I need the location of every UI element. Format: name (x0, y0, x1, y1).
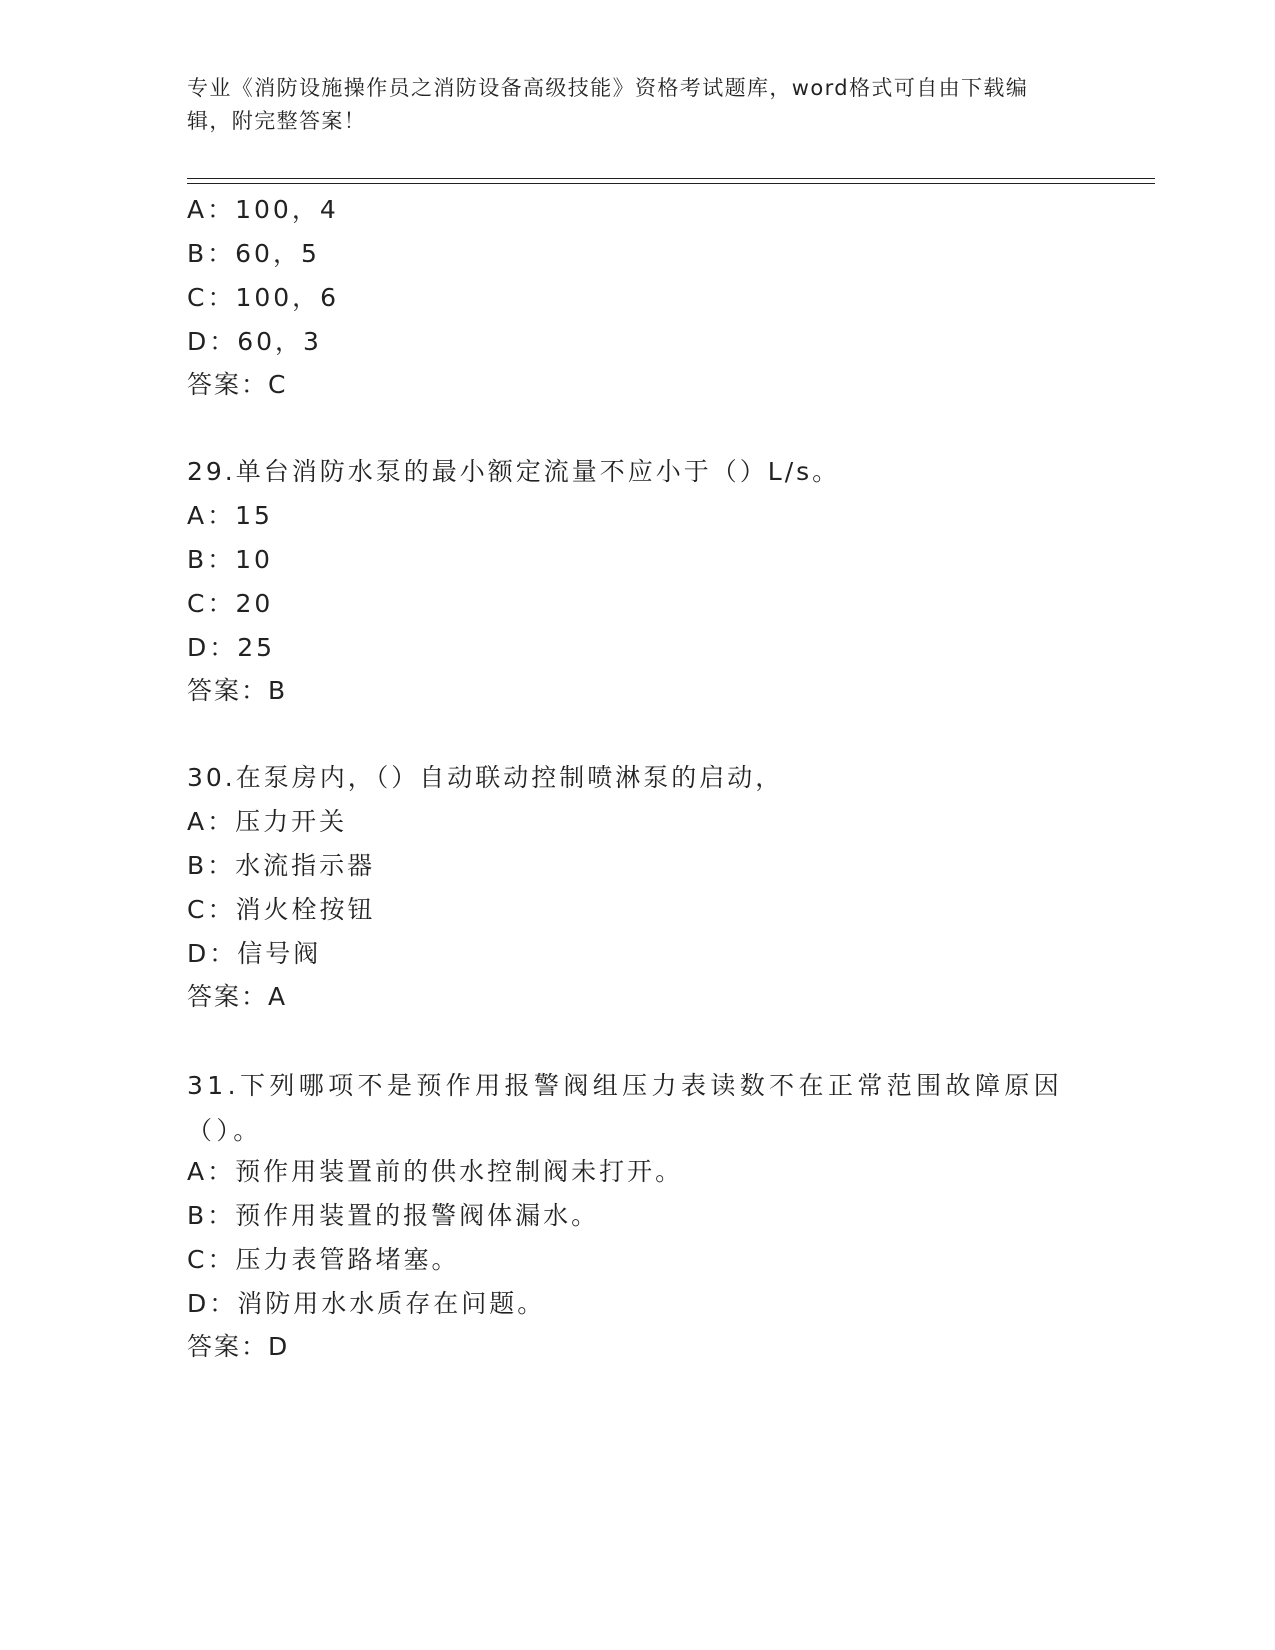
q29-option-d: D：25 (187, 633, 276, 662)
q29-option-a: A：15 (187, 501, 273, 530)
q30-option-c: C：消火栓按钮 (187, 895, 376, 924)
q31-option-b: B：预作用装置的报警阀体漏水。 (187, 1201, 600, 1230)
q30-answer: 答案：A (187, 982, 288, 1011)
q30-option-d: D：信号阀 (187, 939, 322, 968)
q30-option-a: A：压力开关 (187, 807, 348, 836)
header-divider-bottom (187, 183, 1155, 184)
q31-option-d: D：消防用水水质存在问题。 (187, 1289, 546, 1318)
q31-question: 31.下列哪项不是预作用报警阀组压力表读数不在正常范围故障原因（）。 (187, 1071, 1064, 1145)
q30-option-b: B：水流指示器 (187, 851, 376, 880)
q28-option-b: B：60，5 (187, 239, 320, 268)
q31-option-a: A：预作用装置前的供水控制阀未打开。 (187, 1157, 684, 1186)
q28-option-c: C：100，6 (187, 283, 340, 312)
q31-option-c: C：压力表管路堵塞。 (187, 1245, 460, 1274)
q28-answer: 答案：C (187, 370, 288, 399)
q28-option-a: A：100，4 (187, 195, 339, 224)
q29-answer: 答案：B (187, 676, 288, 705)
q31-answer: 答案：D (187, 1332, 290, 1361)
q28-option-d: D：60，3 (187, 327, 322, 356)
document-header: 专业《消防设施操作员之消防设备高级技能》资格考试题库，word格式可自由下载编辑，附完整答案！ (187, 76, 1029, 133)
q29-option-b: B：10 (187, 545, 273, 574)
q30-question: 30.在泵房内，（）自动联动控制喷淋泵的启动， (187, 763, 784, 792)
q29-option-c: C：20 (187, 589, 274, 618)
q29-question: 29.单台消防水泵的最小额定流量不应小于（）L/s。 (187, 457, 841, 486)
header-divider-top (187, 178, 1155, 179)
